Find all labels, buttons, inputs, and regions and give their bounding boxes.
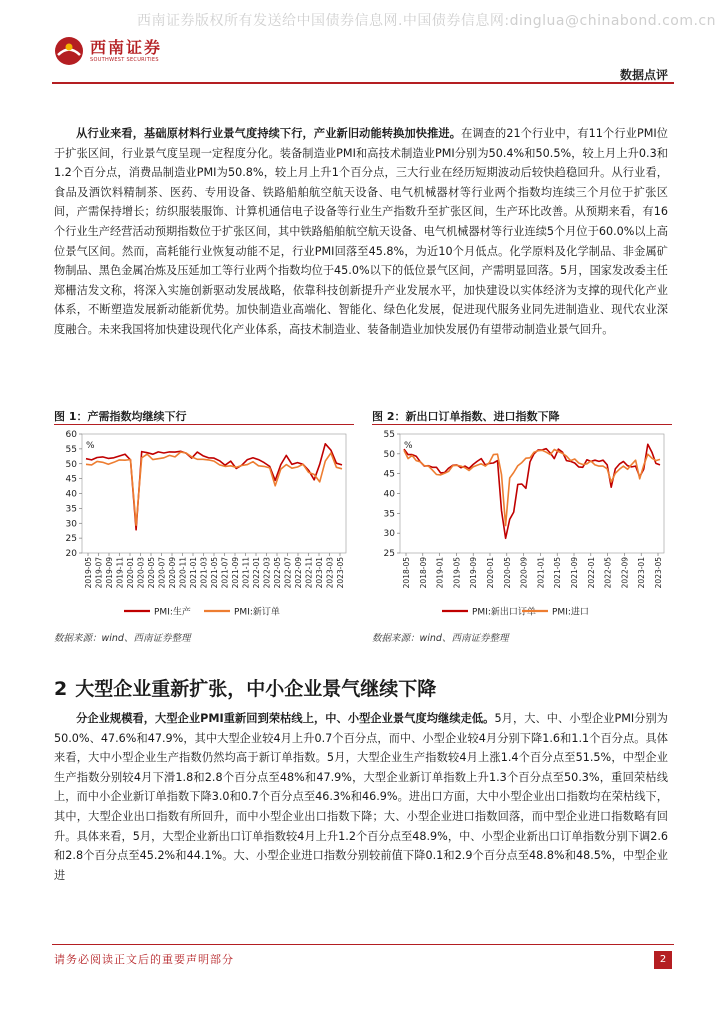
figure2-x-tick-label: 2021-01	[536, 557, 546, 589]
figure1-plot-frame	[82, 434, 346, 553]
brand-logo-icon	[54, 36, 84, 66]
brand-name-cn: 西南证券	[90, 38, 163, 57]
figure1-y-tick-label: 40	[65, 489, 77, 500]
figure1-y-tick-label: 50	[65, 459, 77, 470]
figure1-caption: 图 1：产需指数均继续下行	[54, 410, 187, 423]
figure1-y-tick-label: 20	[65, 549, 77, 559]
figure1-x-tick-label: 2019-05	[84, 557, 93, 589]
figure2-y-tick-label: 40	[383, 489, 395, 500]
figure2-plot-frame	[400, 434, 664, 553]
figure2-caption: 图 2：新出口订单指数、进口指数下降	[372, 410, 560, 423]
figure1-x-tick-label: 2019-11	[115, 557, 125, 589]
figure2-x-tick-label: 2020-09	[519, 557, 529, 589]
page-number: 2	[654, 951, 672, 969]
figure1-x-tick-label: 2021-03	[199, 557, 209, 589]
brand-logo	[54, 36, 162, 66]
industry-paragraph	[54, 124, 668, 340]
figure1-x-tick-label: 2022-03	[262, 557, 272, 589]
figure1-x-tick-label: 2023-05	[336, 557, 345, 589]
figure2-y-tick-label: 35	[383, 509, 395, 520]
figure1-y-tick-label: 60	[65, 430, 77, 440]
figure2-x-tick-label: 2022-09	[620, 557, 630, 589]
figure1-x-tick-label: 2023-03	[325, 557, 335, 589]
footer-divider	[52, 944, 674, 945]
figure2-unit-label: %	[404, 441, 413, 451]
figure2-chart	[372, 426, 672, 626]
figure1-x-tick-label: 2021-11	[241, 557, 251, 589]
figure2-x-tick-label: 2018-05	[402, 557, 411, 589]
figure1-y-tick-label: 45	[65, 474, 77, 485]
figure1-x-tick-label: 2023-01	[315, 557, 324, 589]
figure2-x-tick-label: 2019-05	[452, 557, 462, 589]
section-number: 2	[54, 678, 68, 700]
figure1-x-tick-label: 2021-07	[220, 557, 230, 589]
figure1-y-tick-label: 55	[65, 444, 77, 455]
figure2-divider	[372, 424, 672, 425]
figure2-x-tick-label: 2021-09	[570, 557, 579, 589]
figure2-source: 数据来源：wind、西南证券整理	[372, 633, 509, 644]
figure2-series-line-2	[404, 450, 660, 526]
figure2-x-tick-label: 2019-01	[435, 557, 445, 589]
disclaimer-note: 请务必阅读正文后的重要声明部分	[54, 953, 234, 966]
report-type: 数据点评	[619, 68, 668, 82]
figure1-series-line-1	[86, 444, 342, 530]
figure2-y-tick-label: 55	[383, 430, 395, 440]
figure1-unit-label: %	[86, 441, 95, 451]
figure1-x-tick-label: 2020-11	[178, 557, 188, 589]
figure1-x-tick-label: 2022-01	[252, 557, 261, 589]
figure2-series-line-1	[404, 444, 660, 538]
figure1-divider	[54, 424, 354, 425]
enterprise-paragraph	[54, 709, 668, 885]
figure1-chart	[54, 426, 354, 626]
figure1-x-tick-label: 2020-03	[136, 557, 146, 589]
figure2-x-tick-label: 2018-09	[418, 557, 428, 589]
figure2-x-tick-label: 2022-01	[586, 557, 596, 589]
figure2-y-tick-label: 45	[383, 469, 395, 480]
brand-name-en: SOUTHWEST SECURITIES	[90, 57, 159, 63]
figure1-x-tick-label: 2020-07	[157, 557, 167, 589]
section-heading	[54, 674, 436, 701]
figure1-series-line-2	[86, 452, 342, 525]
figure2-x-tick-label: 2019-09	[469, 557, 479, 589]
figure1-x-tick-label: 2021-09	[231, 557, 240, 589]
figure1-x-tick-label: 2022-09	[294, 557, 303, 589]
industry-paragraph-lead: 从行业来看，基础原材料行业景气度持续下行，产业新旧动能转换加快推进。	[76, 127, 462, 140]
figure1-x-tick-label: 2021-01	[189, 557, 198, 589]
figure2-x-tick-label: 2020-01	[486, 557, 495, 589]
figure1-y-tick-label: 30	[65, 519, 77, 530]
header-divider	[52, 82, 674, 84]
figure1-x-tick-label: 2022-07	[283, 557, 293, 589]
figure2-x-tick-label: 2021-05	[553, 557, 563, 589]
figure2-legend-label-1: PMI:新出口订单	[472, 607, 536, 618]
watermark: 西南证券版权所有发送给中国债券信息网.中国债券信息网:dinglua@chinabond.com.cn	[136, 13, 716, 29]
figure2-legend-label-2: PMI:进口	[552, 607, 589, 618]
figure1-x-tick-label: 2022-11	[304, 557, 314, 589]
figure1-x-tick-label: 2021-05	[210, 557, 219, 589]
industry-paragraph-body: 在调查的21个行业中，有11个行业PMI位于扩张区间，行业景气度呈现一定程度分化。装备制造业PMI和高技术制造业PMI分别为50.4%和50.5%，较上月上升0.3和1.2个百分点，消费品制造业PMI为50.8%，较上月上升1个百分点，三大行业在经历短期波动后较快趋稳回升。从行业看，食品及酒饮料精制茶、医药、专用设备、铁路船舶航空航天设备、电气机械器材等行业两个指数均连续三个月位于扩张区间，产需保持增长；纺织服装服饰、计算机通信电子设备等行业生产指数升至扩张区间，生产环比改善。从预期来看，有16个行业生产经营活动预期指数位于扩张区间，其中铁路船舶航空航天设备、电气机械器材等行业连续5个月位于60.0%以上高位景气区间。然而，高耗能行业恢复动能不足，行业PMI回落至45.8%，为近10个月低点。化学原料及化学制品、非金属矿物制品、黑色金属冶炼及压延加工等行业两个指数均位于45.0%以下的低位景气区间，产需明显回落。5月，国家发改委主任郑栅洁发文称，将深入实施创新驱动发展战略，依靠科技创新提升产业发展水平，加快建设以实体经济为支撑的现代化产业体系，不断塑造发展新动能新优势。加快制造业高端化、智能化、绿色化发展，促进现代服务业同先进制造业、现代农业深度融合。未来我国将加快建设现代化产业体系，高技术制造业、装备制造业加快发展仍有望带动制造业景气回升。	[54, 127, 668, 336]
figure2-x-tick-label: 2023-01	[637, 557, 647, 589]
section-title-text: 大型企业重新扩张，中小企业景气继续下降	[75, 678, 437, 700]
figure2-y-tick-label: 25	[383, 549, 395, 559]
figure1-legend-label-1: PMI:生产	[154, 607, 191, 618]
figure2-x-tick-label: 2022-05	[603, 557, 613, 589]
figure1-y-tick-label: 25	[65, 534, 77, 545]
figure1-source: 数据来源：wind、西南证券整理	[54, 633, 191, 644]
figure1-x-tick-label: 2019-09	[105, 557, 114, 589]
figure2-x-tick-label: 2023-05	[654, 557, 663, 589]
figure1-legend-label-2: PMI:新订单	[234, 607, 280, 618]
figure1-x-tick-label: 2020-05	[147, 557, 156, 589]
figure2-x-tick-label: 2020-05	[502, 557, 512, 589]
figure2-y-tick-label: 50	[383, 449, 395, 460]
figure2-y-tick-label: 30	[383, 529, 395, 540]
figure1-x-tick-label: 2022-05	[273, 557, 282, 589]
figure1-y-tick-label: 35	[65, 504, 77, 515]
enterprise-paragraph-lead: 分企业规模看，大型企业PMI重新回到荣枯线上，中、小型企业景气度均继续走低。	[76, 712, 495, 725]
enterprise-paragraph-body: 5月，大、中、小型企业PMI分别为50.0%、47.6%和47.9%，其中大型企业较4月上升0.7个百分点，而中、小型企业较4月分别下降1.6和1.1个百分点。具体来看，大中小型企业生产指数仍然均高于新订单指数。5月，大型企业生产指数较4月上涨1.4个百分点至51.5%，中型企业生产指数分别较4月下滑1.8和2.8个百分点至48%和47.9%，大型企业新订单指数上升1.3个百分点至50.3%，重回荣枯线上，而中小企业新订单指数下降3.0和0.7个百分点至46.3%和46.9%。进出口方面，大中小型企业出口指数均在荣枯线下，其中，大型企业出口指数有所回升，而中小型企业出口指数下降；大、小型企业进口指数回落，而中型企业进口指数略有回升。具体来看，5月，大型企业新出口订单指数较4月上升1.2个百分点至48.9%，中、小型企业新出口订单指数分别下调2.6和2.8个百分点至45.2%和44.1%。大、小型企业进口指数分别较前值下降0.1和2.9个百分点至48.8%和48.5%，中型企业进	[54, 712, 668, 882]
figure1-x-tick-label: 2020-09	[168, 557, 177, 589]
figure1-x-tick-label: 2019-07	[94, 557, 104, 589]
figure1-x-tick-label: 2020-01	[126, 557, 135, 589]
